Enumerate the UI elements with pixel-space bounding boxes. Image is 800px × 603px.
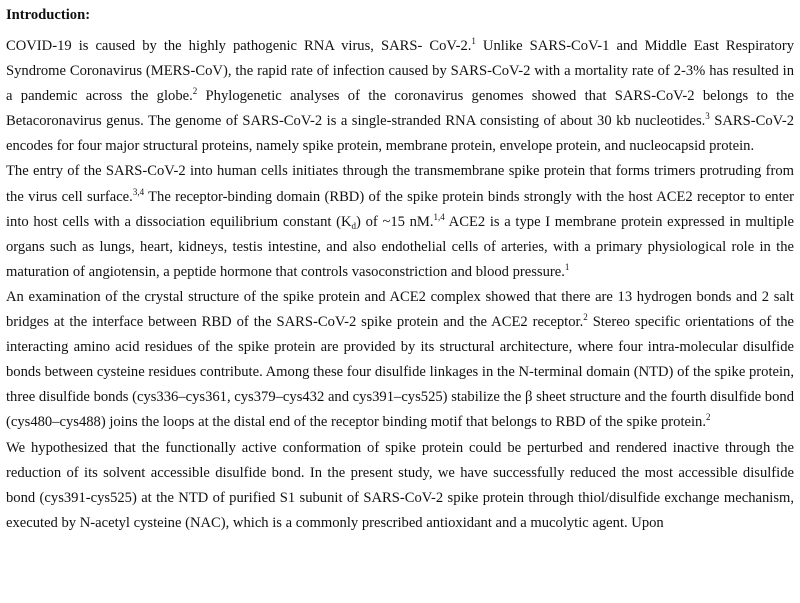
citation-superscript: 1 [564,261,570,272]
document-page [6,0,794,603]
paragraph-text: The entry of the SARS-CoV-2 into human cells initiates through the transmembrane spike protein that forms trimers protruding from the virus cell surface. [6,163,794,205]
citation-superscript: 1 [471,36,476,46]
section-heading: Introduction: [6,7,91,23]
paragraph-text: An examination of the crystal structure of the spike protein and ACE2 complex showed that there are 13 hydrogen bonds and 2 salt bridges at the interface between RBD of the SARS-CoV-2 spike protein and the ACE2 receptor. [6,288,794,331]
paragraph-text: The receptor-binding domain (RBD) of the spike protein binds strongly with the host ACE2 receptor to enter into host cells with a dissociation equilibrium constant (K [6,188,794,230]
citation-superscript: 2 [192,86,198,97]
paragraph-text: Unlike SARS-CoV-1 and Middle East Respiratory Syndrome Coronavirus (MERS-CoV), the rapid rate of infection caused by SARS-CoV-2 with a mortality rate of 2-3% has resulted in a pandemic across the globe. [6,38,794,105]
citation-superscript: 2 [705,412,711,423]
paragraph-text: ) of ~15 nM. [356,213,434,230]
subscript: d [351,220,357,231]
paragraph-text: We hypothesized that the functionally active conformation of spike protein could be perturbed and rendered inactive through the reduction of its solvent accessible disulfide bond. In the present study, we have successfully reduced the most accessible disulfide bond (cys391-cys525) at the NTD of purified S1 subunit of SARS-CoV-2 spike protein through thiol/disulfide exchange mechanism, executed by N-acetyl cysteine (NAC), which is a commonly prescribed antioxidant and a mucolytic agent. Upon [6,439,794,531]
paragraph-text: Stereo specific orientations of the interacting amino acid residues of the spike protein are provided by its structural architecture, where four intra-molecular disulfide bonds between cysteine residues contribute. Among these four disulfide linkages in the N-terminal domain (NTD) of the spike protein, three disulfide bonds (cys336–cys361, cys379–cys432 and cys391–cys525) stabilize the β sheet structure and the fourth disulfide bond (cys480–cys488) joins the loops at the distal end of the receptor binding motif that belongs to RBD of the spike protein. [6,314,794,431]
citation-superscript: 2 [583,312,588,323]
paragraph-text: COVID-19 is caused by the highly pathogenic RNA virus, SARS- CoV-2. [6,38,472,54]
paragraph-text: SARS-CoV-2 encodes for four major structural proteins, namely spike protein, membrane protein, envelope protein, and nucleocapsid protein. [6,113,794,155]
paragraph-2 [6,159,794,284]
citation-superscript: 3 [705,111,710,122]
paragraph-3 [6,285,794,436]
citation-superscript: 3,4 [132,186,145,197]
citation-superscript: 1,4 [433,211,445,222]
paragraph-text: ACE2 is a type I membrane protein expressed in multiple organs such as lungs, heart, kidneys, testis intestine, and also endothelial cells of arteries, with a primary physiological role in the maturation of angiotensin, a peptide hormone that controls vasoconstriction and blood pressure. [6,213,794,280]
paragraph-text: Phylogenetic analyses of the coronavirus genomes showed that SARS-CoV-2 belongs to the Betacoronavirus genus. The genome of SARS-CoV-2 is a single-stranded RNA consisting of about 30 kb nucleotides. [6,88,794,130]
paragraph-1 [6,34,794,159]
paragraph-4 [6,436,794,536]
